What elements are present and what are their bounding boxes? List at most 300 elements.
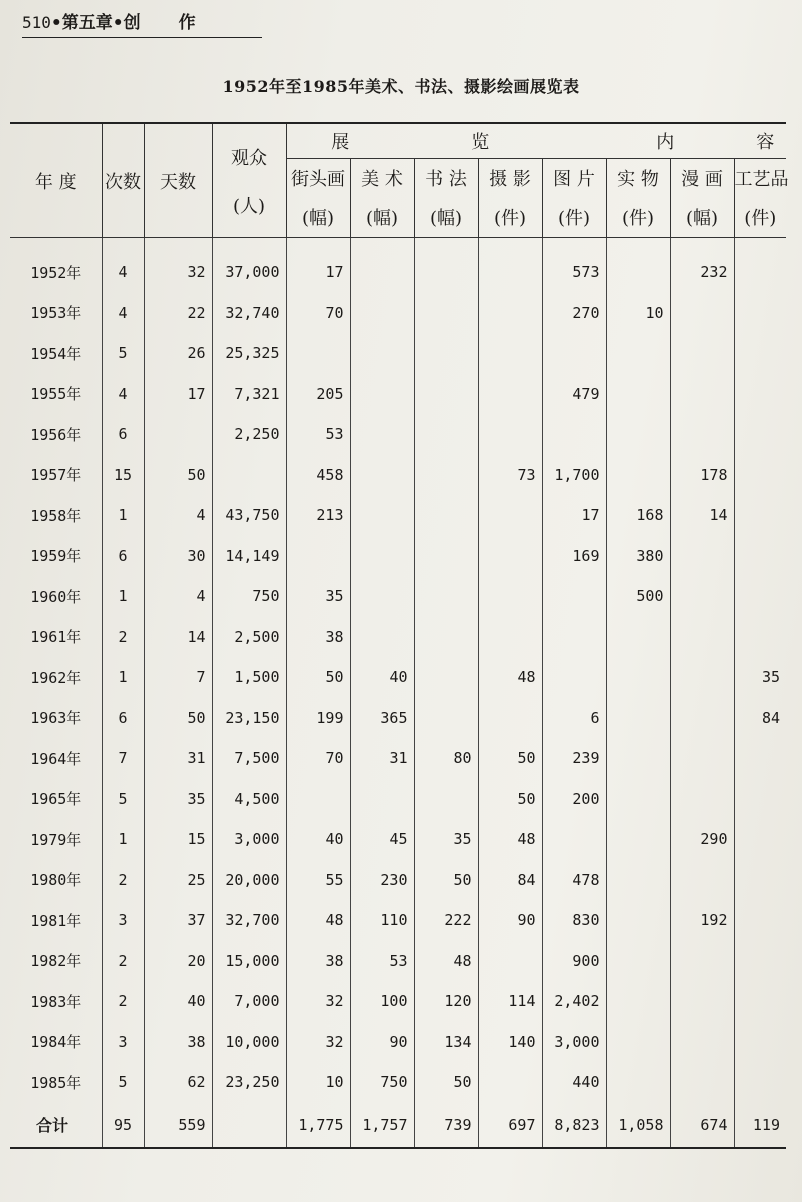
year-cell: 1960年 [30, 587, 82, 606]
calligraphy-cell [414, 495, 478, 536]
page-number: 510 [22, 13, 51, 32]
street-painting-cell: 199 [286, 698, 350, 739]
crafts-cell [734, 414, 786, 455]
year-cell: 1958年 [30, 506, 82, 525]
total-days-cell: 559 [144, 1103, 212, 1148]
fine-art-cell: 365 [350, 698, 414, 739]
days-cell: 40 [144, 981, 212, 1022]
pictures-cell [542, 657, 606, 698]
table-row [10, 536, 786, 577]
group-char-2: 览 [471, 132, 492, 153]
table-body [10, 238, 786, 1148]
photography-cell [478, 1062, 542, 1103]
pictures-cell: 17 [542, 495, 606, 536]
times-cell: 1 [102, 657, 144, 698]
days-cell: 31 [144, 738, 212, 779]
objects-cell [606, 860, 670, 901]
cartoons-cell [670, 698, 734, 739]
year-cell: 1981年 [30, 911, 82, 930]
street-painting-cell: 10 [286, 1062, 350, 1103]
unit-crafts: (件) [734, 197, 786, 238]
year-cell: 1952年 [30, 263, 82, 282]
street-painting-cell: 50 [286, 657, 350, 698]
objects-cell [606, 900, 670, 941]
calligraphy-cell [414, 333, 478, 374]
days-cell: 14 [144, 617, 212, 658]
crafts-cell: 84 [734, 698, 786, 739]
days-cell: 62 [144, 1062, 212, 1103]
crafts-cell [734, 860, 786, 901]
street-painting-cell: 40 [286, 819, 350, 860]
total-cartoons-cell: 674 [670, 1103, 734, 1148]
days-cell: 26 [144, 333, 212, 374]
times-cell: 2 [102, 981, 144, 1022]
fine-art-cell [350, 576, 414, 617]
street-painting-cell: 32 [286, 1022, 350, 1063]
pictures-cell: 200 [542, 779, 606, 820]
days-cell: 7 [144, 657, 212, 698]
objects-cell [606, 1062, 670, 1103]
objects-cell [606, 414, 670, 455]
year-cell: 1965年 [30, 790, 82, 809]
cartoons-cell [670, 293, 734, 334]
days-cell: 4 [144, 495, 212, 536]
street-painting-cell: 213 [286, 495, 350, 536]
objects-cell [606, 698, 670, 739]
table-row [10, 860, 786, 901]
street-painting-cell: 38 [286, 617, 350, 658]
header-cartoons: 漫 画 [670, 159, 734, 198]
table-row [10, 738, 786, 779]
times-cell: 2 [102, 941, 144, 982]
objects-cell [606, 657, 670, 698]
audience-cell: 7,321 [212, 374, 286, 415]
audience-cell: 15,000 [212, 941, 286, 982]
header-year: 年 度 [10, 123, 102, 238]
year-cell: 1962年 [30, 668, 82, 687]
street-painting-cell: 205 [286, 374, 350, 415]
objects-cell [606, 455, 670, 496]
calligraphy-cell: 120 [414, 981, 478, 1022]
unit-photography: (件) [478, 197, 542, 238]
times-cell: 1 [102, 576, 144, 617]
table-row [10, 333, 786, 374]
header-photography: 摄 影 [478, 159, 542, 198]
year-cell: 1964年 [30, 749, 82, 768]
unit-street-painting: (幅) [286, 197, 350, 238]
header-audience [212, 123, 286, 238]
times-cell: 2 [102, 860, 144, 901]
table-title: 1952年至1985年美术、书法、摄影绘画展览表 [222, 77, 580, 96]
crafts-cell [734, 576, 786, 617]
days-cell: 50 [144, 698, 212, 739]
times-cell: 6 [102, 698, 144, 739]
year-cell: 1956年 [30, 425, 82, 444]
total-calligraphy-cell: 739 [414, 1103, 478, 1148]
crafts-cell [734, 495, 786, 536]
photography-cell: 90 [478, 900, 542, 941]
days-cell: 22 [144, 293, 212, 334]
pictures-cell: 573 [542, 252, 606, 293]
audience-cell: 14,149 [212, 536, 286, 577]
photography-cell [478, 576, 542, 617]
times-cell: 2 [102, 617, 144, 658]
objects-cell [606, 779, 670, 820]
photography-cell [478, 698, 542, 739]
cartoons-cell: 178 [670, 455, 734, 496]
photography-cell [478, 941, 542, 982]
fine-art-cell: 90 [350, 1022, 414, 1063]
street-painting-cell: 17 [286, 252, 350, 293]
table-row [10, 900, 786, 941]
audience-cell: 25,325 [212, 333, 286, 374]
objects-cell [606, 738, 670, 779]
audience-cell: 32,740 [212, 293, 286, 334]
total-photography-cell: 697 [478, 1103, 542, 1148]
year-cell: 1985年 [30, 1073, 82, 1092]
table-row [10, 698, 786, 739]
photography-cell: 48 [478, 657, 542, 698]
table-row [10, 617, 786, 658]
group-char-3: 内 [656, 132, 677, 153]
header-pictures: 图 片 [542, 159, 606, 198]
year-cell: 1984年 [30, 1033, 82, 1052]
cartoons-cell [670, 576, 734, 617]
total-fine-art-cell: 1,757 [350, 1103, 414, 1148]
cartoons-cell [670, 657, 734, 698]
fine-art-cell [350, 293, 414, 334]
calligraphy-cell [414, 698, 478, 739]
street-painting-cell: 32 [286, 981, 350, 1022]
street-painting-cell [286, 536, 350, 577]
pictures-cell: 479 [542, 374, 606, 415]
table-row [10, 495, 786, 536]
crafts-cell [734, 374, 786, 415]
times-cell: 4 [102, 293, 144, 334]
photography-cell [478, 374, 542, 415]
calligraphy-cell [414, 657, 478, 698]
street-painting-cell: 35 [286, 576, 350, 617]
crafts-cell [734, 1022, 786, 1063]
fine-art-cell: 45 [350, 819, 414, 860]
street-painting-cell: 70 [286, 738, 350, 779]
times-cell: 7 [102, 738, 144, 779]
fine-art-cell: 750 [350, 1062, 414, 1103]
objects-cell: 10 [606, 293, 670, 334]
audience-cell [212, 455, 286, 496]
times-cell: 3 [102, 900, 144, 941]
pictures-cell: 6 [542, 698, 606, 739]
objects-cell [606, 374, 670, 415]
year-cell: 1957年 [30, 466, 82, 485]
times-cell: 4 [102, 374, 144, 415]
pictures-cell [542, 617, 606, 658]
objects-cell: 380 [606, 536, 670, 577]
days-cell [144, 414, 212, 455]
cartoons-cell [670, 941, 734, 982]
times-cell: 6 [102, 414, 144, 455]
calligraphy-cell [414, 455, 478, 496]
photography-cell [478, 536, 542, 577]
calligraphy-cell [414, 576, 478, 617]
days-cell: 37 [144, 900, 212, 941]
cartoons-cell [670, 536, 734, 577]
calligraphy-cell [414, 414, 478, 455]
fine-art-cell [350, 536, 414, 577]
total-audience-cell [212, 1103, 286, 1148]
unit-objects: (件) [606, 197, 670, 238]
photography-cell [478, 617, 542, 658]
street-painting-cell: 48 [286, 900, 350, 941]
fine-art-cell [350, 779, 414, 820]
table-row [10, 981, 786, 1022]
street-painting-cell: 458 [286, 455, 350, 496]
street-painting-cell: 70 [286, 293, 350, 334]
photography-cell: 114 [478, 981, 542, 1022]
fine-art-cell [350, 495, 414, 536]
table-row [10, 455, 786, 496]
fine-art-cell: 40 [350, 657, 414, 698]
photography-cell [478, 333, 542, 374]
times-cell: 5 [102, 333, 144, 374]
photography-cell [478, 293, 542, 334]
crafts-cell [734, 900, 786, 941]
fine-art-cell [350, 455, 414, 496]
cartoons-cell: 232 [670, 252, 734, 293]
pictures-cell [542, 333, 606, 374]
crafts-cell [734, 536, 786, 577]
audience-cell: 3,000 [212, 819, 286, 860]
calligraphy-cell: 50 [414, 860, 478, 901]
header-audience-unit: (人) [232, 195, 266, 217]
days-cell: 32 [144, 252, 212, 293]
running-head [22, 8, 262, 38]
calligraphy-cell [414, 293, 478, 334]
audience-cell: 7,500 [212, 738, 286, 779]
fine-art-cell: 31 [350, 738, 414, 779]
crafts-cell [734, 779, 786, 820]
calligraphy-cell: 80 [414, 738, 478, 779]
year-cell: 1979年 [30, 830, 82, 849]
header-objects: 实 物 [606, 159, 670, 198]
group-char-1: 展 [331, 132, 352, 153]
year-cell: 1953年 [30, 304, 82, 323]
times-cell: 1 [102, 819, 144, 860]
unit-calligraphy: (幅) [414, 197, 478, 238]
total-times-cell: 95 [102, 1103, 144, 1148]
pictures-cell: 478 [542, 860, 606, 901]
total-row [10, 1103, 786, 1148]
unit-cartoons: (幅) [670, 197, 734, 238]
fine-art-cell: 230 [350, 860, 414, 901]
header-exhibition-content [286, 123, 786, 159]
days-cell: 15 [144, 819, 212, 860]
audience-cell: 4,500 [212, 779, 286, 820]
calligraphy-cell [414, 374, 478, 415]
fine-art-cell [350, 374, 414, 415]
pictures-cell: 270 [542, 293, 606, 334]
table-row [10, 941, 786, 982]
table-row [10, 657, 786, 698]
crafts-cell [734, 252, 786, 293]
fine-art-cell [350, 617, 414, 658]
chapter-label-tail: 作 [178, 13, 196, 33]
unit-pictures: (件) [542, 197, 606, 238]
objects-cell [606, 252, 670, 293]
street-painting-cell: 55 [286, 860, 350, 901]
photography-cell: 48 [478, 819, 542, 860]
cartoons-cell [670, 617, 734, 658]
days-cell: 25 [144, 860, 212, 901]
photography-cell: 84 [478, 860, 542, 901]
pictures-cell [542, 819, 606, 860]
pictures-cell: 900 [542, 941, 606, 982]
calligraphy-cell: 35 [414, 819, 478, 860]
year-cell: 1983年 [30, 992, 82, 1011]
header-street-painting: 街头画 [286, 159, 350, 198]
header-crafts: 工艺品 [734, 159, 786, 198]
calligraphy-cell: 50 [414, 1062, 478, 1103]
spacer-row [10, 238, 786, 253]
times-cell: 6 [102, 536, 144, 577]
table-row [10, 414, 786, 455]
pictures-cell: 239 [542, 738, 606, 779]
street-painting-cell [286, 779, 350, 820]
pictures-cell: 1,700 [542, 455, 606, 496]
total-label: 合计 [36, 1116, 69, 1135]
year-cell: 1955年 [30, 385, 82, 404]
cartoons-cell [670, 738, 734, 779]
audience-cell: 7,000 [212, 981, 286, 1022]
photography-cell [478, 252, 542, 293]
pictures-cell [542, 576, 606, 617]
header-fine-art: 美 术 [350, 159, 414, 198]
cartoons-cell [670, 981, 734, 1022]
audience-cell: 20,000 [212, 860, 286, 901]
fine-art-cell [350, 333, 414, 374]
street-painting-cell: 53 [286, 414, 350, 455]
calligraphy-cell [414, 252, 478, 293]
crafts-cell [734, 455, 786, 496]
street-painting-cell: 38 [286, 941, 350, 982]
pictures-cell: 3,000 [542, 1022, 606, 1063]
cartoons-cell: 14 [670, 495, 734, 536]
crafts-cell [734, 617, 786, 658]
days-cell: 35 [144, 779, 212, 820]
audience-cell: 23,250 [212, 1062, 286, 1103]
table-row [10, 252, 786, 293]
total-crafts-cell: 119 [734, 1103, 786, 1148]
days-cell: 17 [144, 374, 212, 415]
exhibition-table [10, 122, 789, 1149]
objects-cell [606, 981, 670, 1022]
crafts-cell: 35 [734, 657, 786, 698]
days-cell: 4 [144, 576, 212, 617]
chapter-label: •第五章•创 [50, 13, 141, 33]
fine-art-cell: 100 [350, 981, 414, 1022]
objects-cell [606, 617, 670, 658]
times-cell: 4 [102, 252, 144, 293]
times-cell: 15 [102, 455, 144, 496]
cartoons-cell: 290 [670, 819, 734, 860]
table-row [10, 576, 786, 617]
audience-cell: 32,700 [212, 900, 286, 941]
times-cell: 3 [102, 1022, 144, 1063]
street-painting-cell [286, 333, 350, 374]
table-row [10, 293, 786, 334]
audience-cell: 43,750 [212, 495, 286, 536]
cartoons-cell [670, 1022, 734, 1063]
table-row [10, 374, 786, 415]
days-cell: 20 [144, 941, 212, 982]
header-times: 次数 [102, 123, 144, 238]
audience-cell: 2,500 [212, 617, 286, 658]
cartoons-cell [670, 414, 734, 455]
fine-art-cell [350, 414, 414, 455]
days-cell: 50 [144, 455, 212, 496]
audience-cell: 1,500 [212, 657, 286, 698]
total-street-painting-cell: 1,775 [286, 1103, 350, 1148]
cartoons-cell [670, 374, 734, 415]
group-char-4: 容 [756, 132, 777, 153]
times-cell: 5 [102, 779, 144, 820]
days-cell: 30 [144, 536, 212, 577]
photography-cell: 50 [478, 779, 542, 820]
unit-fine-art: (幅) [350, 197, 414, 238]
year-cell: 1980年 [30, 871, 82, 890]
calligraphy-cell: 48 [414, 941, 478, 982]
table-row [10, 819, 786, 860]
cartoons-cell [670, 1062, 734, 1103]
pictures-cell: 169 [542, 536, 606, 577]
objects-cell [606, 1022, 670, 1063]
cartoons-cell [670, 860, 734, 901]
crafts-cell [734, 738, 786, 779]
fine-art-cell [350, 252, 414, 293]
audience-cell: 10,000 [212, 1022, 286, 1063]
crafts-cell [734, 293, 786, 334]
times-cell: 5 [102, 1062, 144, 1103]
photography-cell: 73 [478, 455, 542, 496]
table-header [10, 123, 789, 238]
year-cell: 1954年 [30, 344, 82, 363]
objects-cell [606, 941, 670, 982]
calligraphy-cell [414, 536, 478, 577]
audience-cell: 23,150 [212, 698, 286, 739]
objects-cell: 500 [606, 576, 670, 617]
crafts-cell [734, 1062, 786, 1103]
pictures-cell [542, 414, 606, 455]
year-cell: 1959年 [30, 547, 82, 566]
year-cell: 1982年 [30, 952, 82, 971]
calligraphy-cell: 222 [414, 900, 478, 941]
header-calligraphy: 书 法 [414, 159, 478, 198]
objects-cell [606, 819, 670, 860]
photography-cell [478, 414, 542, 455]
table-row [10, 779, 786, 820]
fine-art-cell: 53 [350, 941, 414, 982]
times-cell: 1 [102, 495, 144, 536]
header-days: 天数 [144, 123, 212, 238]
photography-cell: 140 [478, 1022, 542, 1063]
header-audience-label: 观众 [231, 147, 267, 169]
table-row [10, 1022, 786, 1063]
objects-cell: 168 [606, 495, 670, 536]
year-cell: 1961年 [30, 628, 82, 647]
audience-cell: 2,250 [212, 414, 286, 455]
cartoons-cell [670, 333, 734, 374]
cartoons-cell [670, 779, 734, 820]
